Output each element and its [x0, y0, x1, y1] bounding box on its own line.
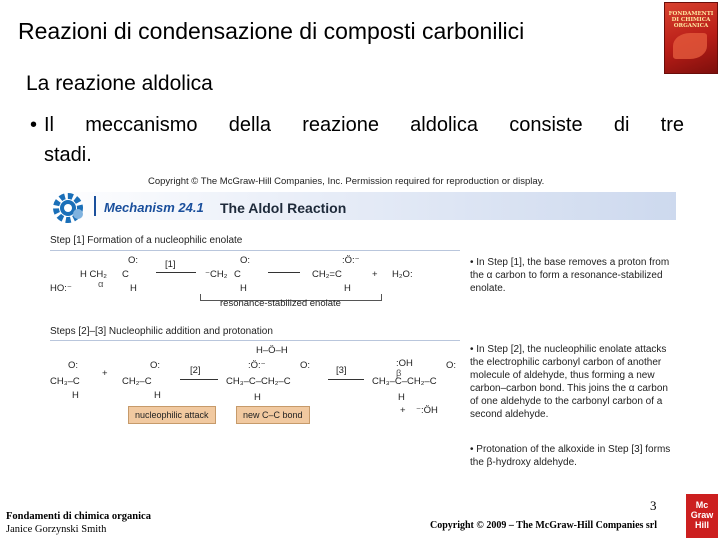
mechanism-number: Mechanism 24.1	[104, 200, 204, 215]
step1-note: • In Step [1], the base removes a proton from the α carbon to form a resonance-stabilized enolate.	[470, 257, 670, 294]
plus-sign-2: +	[102, 368, 108, 379]
new-cc-bond-tag: new C–C bond	[236, 406, 310, 424]
carbonyl-oxygen-3: O:	[150, 360, 161, 371]
section-subtitle: La reazione aldolica	[26, 72, 213, 95]
arrow-step2-label: [2]	[190, 365, 201, 376]
enolate-h-2: H	[344, 283, 351, 294]
product-h: H	[398, 392, 405, 403]
step1-label: Step [1] Formation of a nucleophilic enolate	[50, 235, 243, 246]
alkoxide-intermediate: CH₃–C–CH₂–C	[226, 376, 291, 387]
footer-copyright: Copyright © 2009 – The McGraw-Hill Companies srl	[430, 520, 658, 531]
arrow-step1-label: [1]	[165, 259, 176, 270]
book-cover-title: FONDAMENTI DI CHIMICA ORGANICA	[668, 11, 714, 29]
slide-title: Reazioni di condensazione di composti carbonilici	[18, 18, 525, 44]
arrow-step2	[180, 379, 218, 380]
intermediate-h: H	[254, 392, 261, 403]
bullet-text-line2: stadi.	[44, 144, 92, 166]
page-number: 3	[650, 498, 657, 513]
enolate-h: H	[240, 283, 247, 294]
logo-line2: Graw	[690, 510, 714, 520]
aldehyde-h-1: H	[130, 283, 137, 294]
bullet-point	[30, 110, 684, 170]
mechanism-title: The Aldol Reaction	[220, 200, 347, 216]
steps23-label: Steps [2]–[3] Nucleophilic addition and protonation	[50, 326, 273, 337]
step3-note-text: Protonation of the alkoxide in Step [3] forms the β-hydroxy aldehyde.	[470, 444, 671, 468]
aldehyde-h-3: H	[154, 390, 161, 401]
carbonyl-carbon-1: C	[122, 269, 129, 280]
logo-line1: Mc	[695, 500, 709, 510]
enolate-resonance-form: CH₂=C	[312, 269, 342, 280]
resonance-arrow	[268, 272, 300, 273]
steps23-rule	[50, 340, 460, 341]
arrow-step1	[156, 272, 196, 273]
step2-note: • In Step [2], the nucleophilic enolate attacks the electrophilic carbonyl carbon of another molecule of aldehyde, thus forming a new carbon–carbon bond. This joins the α carbon of one aldehyde to the carbonyl carbon of a second aldehyde.	[470, 344, 668, 420]
hydroxide-ion: HO:⁻	[50, 283, 72, 294]
alkoxide-oxygen: :Ö:⁻	[248, 360, 266, 371]
enolate-oxide: :Ö:⁻	[342, 255, 360, 266]
product-carbonyl-oxygen: O:	[446, 360, 457, 371]
step3-note: • Protonation of the alkoxide in Step [3] forms the β-hydroxy aldehyde.	[470, 444, 671, 468]
footer-book-title: Fondamenti di chimica organica	[6, 511, 151, 522]
hydroxide-product: ⁻:ÖH	[416, 405, 438, 416]
carbonyl-oxygen-1: O:	[128, 255, 139, 266]
enolate-carbon: C	[234, 269, 241, 280]
plus-sign-3: +	[400, 405, 406, 416]
acetaldehyde-electrophile: CH₃–C	[50, 376, 80, 387]
bullet-symbol: •	[30, 114, 38, 136]
step1-rule	[50, 250, 460, 251]
step1-note-text: In Step [1], the base removes a proton from the α carbon to form a resonance-stabilized enolate.	[470, 257, 670, 294]
bullet-text-line1: Il meccanismo della reazione aldolica consiste di tre	[44, 114, 684, 136]
step2-note-text: In Step [2], the nucleophilic enolate attacks the electrophilic carbonyl carbon of another molecule of aldehyde, thus forming a new carbon–carbon bond. This joins the α carbon of one aldehyde to the carbonyl carbon of a second aldehyde.	[470, 344, 668, 420]
book-cover-leaf-graphic	[673, 33, 707, 59]
carbonyl-oxygen-4: O:	[300, 360, 311, 371]
water-reactant: H–Ö–H	[256, 345, 288, 356]
beta-hydroxy-aldehyde: CH₃–C–CH₂–C	[372, 376, 437, 387]
logo-line3: Hill	[694, 520, 709, 530]
gear-icon	[48, 188, 88, 228]
plus-sign-1: +	[372, 269, 378, 280]
hydroxyl-group: :OH	[396, 358, 413, 369]
nucleophilic-attack-tag: nucleophilic attack	[128, 406, 216, 424]
banner-divider	[94, 196, 96, 216]
carbonyl-oxygen-2: O:	[68, 360, 79, 371]
alpha-hydrogen: H CH₂	[80, 269, 107, 280]
footer-author: Janice Gorzynski Smith	[6, 524, 107, 535]
figure-copyright: Copyright © The McGraw-Hill Companies, Inc. Permission required for reproduction or display.	[148, 176, 545, 187]
water-product: H₂O:	[392, 269, 413, 280]
enolate-carbanion: ⁻CH₂	[205, 269, 228, 280]
footer-book-info	[6, 510, 151, 536]
resonance-label: resonance-stabilized enolate	[220, 298, 341, 309]
arrow-step3	[328, 379, 364, 380]
alpha-label: α	[98, 279, 104, 290]
beta-label: β	[396, 368, 402, 379]
aldehyde-h-2: H	[72, 390, 79, 401]
book-cover-image	[664, 2, 718, 74]
mcgraw-hill-logo	[686, 494, 718, 538]
enolate-nucleophile: CH₂–C	[122, 376, 152, 387]
arrow-step3-label: [3]	[336, 365, 347, 376]
enolate-oxygen: O:	[240, 255, 251, 266]
